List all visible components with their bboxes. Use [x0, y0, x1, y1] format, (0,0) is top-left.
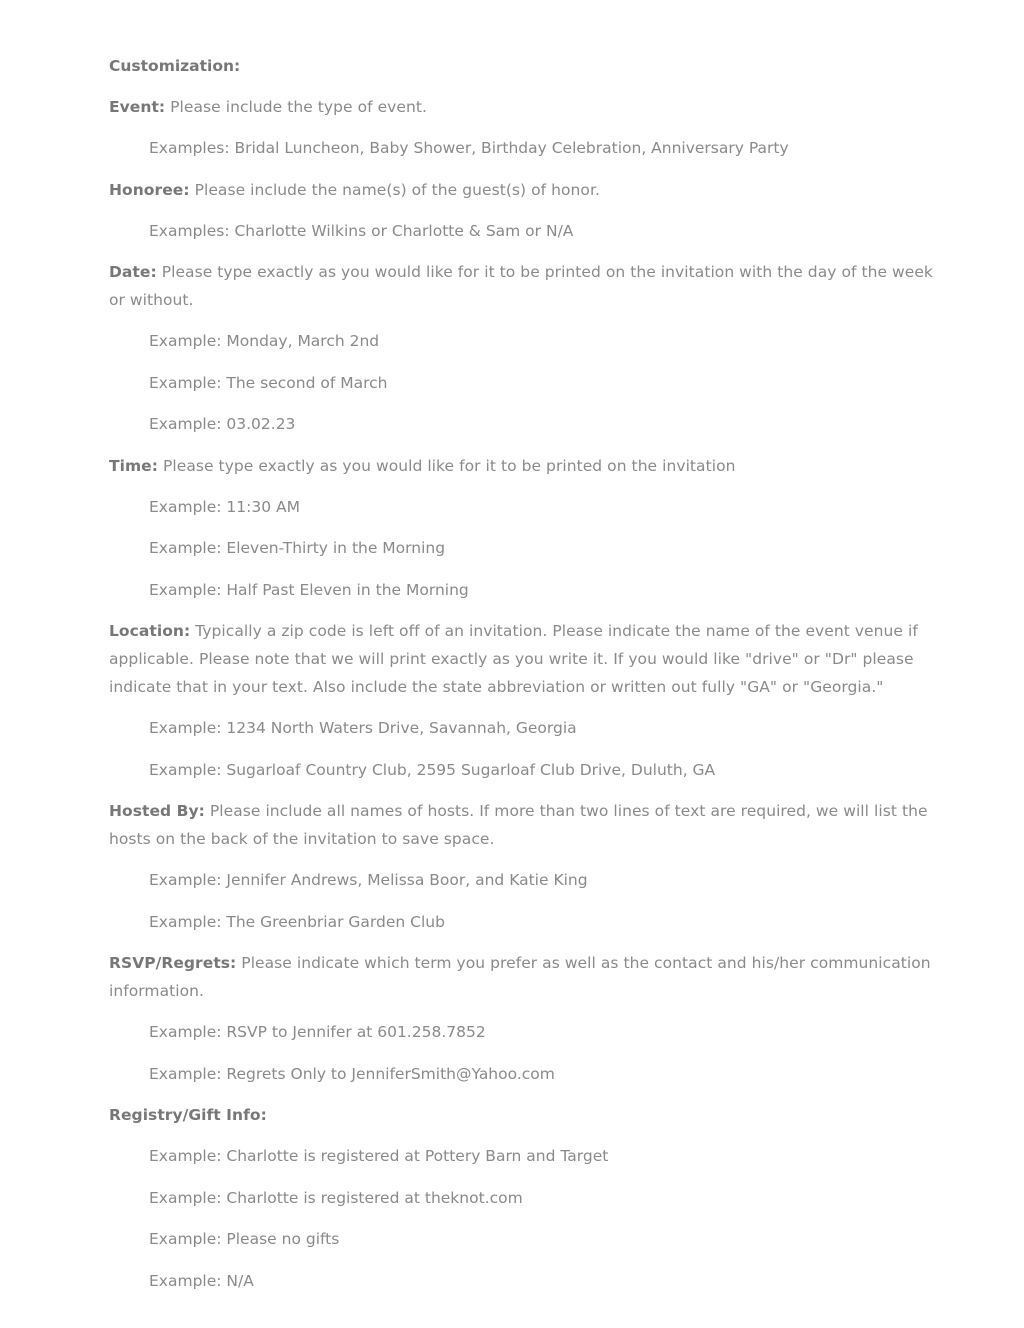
hosted-by-text: Please include all names of hosts. If more than two lines of text are required, we will list the hosts on the back of the invitation to save space.	[109, 802, 928, 848]
rsvp-description	[109, 949, 939, 1005]
event-description	[109, 93, 939, 121]
date-field	[109, 258, 939, 438]
rsvp-text: Please indicate which term you prefer as well as the contact and his/her communication information.	[109, 954, 931, 1000]
registry-example: Example: N/A	[149, 1271, 254, 1290]
event-label: Event:	[109, 98, 166, 116]
registry-example: Example: Please no gifts	[149, 1230, 340, 1248]
date-description	[109, 258, 939, 314]
rsvp-example: Example: RSVP to Jennifer at 601.258.7852	[149, 1023, 486, 1041]
date-example: Example: The second of March	[149, 373, 388, 392]
time-example: Example: 11:30 AM	[149, 497, 300, 516]
location-description	[109, 617, 939, 701]
registry-example: Example: Charlotte is registered at theknot.com	[149, 1188, 523, 1207]
location-text: Typically a zip code is left off of an invitation. Please indicate the name of the event venue if applicable. Please note that we will print exactly as you write it. If you would like "drive" or "Dr" please indicate that in your text. Also include the state abbreviation or written out fully "GA" or "Georgia."	[109, 622, 918, 696]
hosted-by-label: Hosted By:	[109, 802, 205, 820]
event-field	[109, 93, 939, 162]
rsvp-field	[109, 949, 939, 1088]
time-description	[109, 452, 939, 480]
time-field	[109, 452, 939, 604]
date-label: Date:	[109, 263, 157, 281]
hosted-by-example: Example: Jennifer Andrews, Melissa Boor, and Katie King	[149, 871, 588, 889]
time-text: Please type exactly as you would like for it to be printed on the invitation	[162, 456, 736, 475]
hosted-by-description	[109, 797, 939, 853]
date-text: Please type exactly as you would like for it to be printed on the invitation with the day of the week or without.	[109, 263, 933, 309]
honoree-example: Examples: Charlotte Wilkins or Charlotte & Sam or N/A	[149, 221, 574, 240]
hosted-by-example: Example: The Greenbriar Garden Club	[149, 912, 445, 931]
location-example: Example: Sugarloaf Country Club, 2595 Sugarloaf Club Drive, Duluth, GA	[149, 760, 716, 779]
date-example: Example: Monday, March 2nd	[149, 332, 380, 350]
location-example: Example: 1234 North Waters Drive, Savannah, Georgia	[149, 719, 577, 737]
location-field	[109, 617, 939, 784]
location-label: Location:	[109, 622, 191, 640]
time-label: Time:	[109, 456, 158, 475]
rsvp-example: Example: Regrets Only to JenniferSmith@Yahoo.com	[149, 1064, 555, 1083]
registry-description	[109, 1101, 939, 1129]
honoree-description	[109, 176, 939, 204]
rsvp-label: RSVP/Regrets:	[109, 954, 237, 972]
time-example: Example: Half Past Eleven in the Morning	[149, 580, 469, 599]
registry-label: Registry/Gift Info:	[109, 1106, 267, 1124]
hosted-by-field	[109, 797, 939, 936]
honoree-text: Please include the name(s) of the guest(s) of honor.	[194, 180, 600, 199]
customization-heading: Customization:	[109, 57, 241, 75]
registry-example: Example: Charlotte is registered at Pottery Barn and Target	[149, 1147, 609, 1165]
time-example: Example: Eleven-Thirty in the Morning	[149, 539, 446, 557]
registry-field	[109, 1101, 939, 1295]
honoree-label: Honoree:	[109, 180, 190, 199]
date-example: Example: 03.02.23	[149, 415, 296, 433]
event-example: Examples: Bridal Luncheon, Baby Shower, Birthday Celebration, Anniversary Party	[149, 139, 789, 157]
customization-document	[109, 52, 939, 1308]
event-text: Please include the type of event.	[170, 98, 427, 116]
honoree-field	[109, 176, 939, 245]
